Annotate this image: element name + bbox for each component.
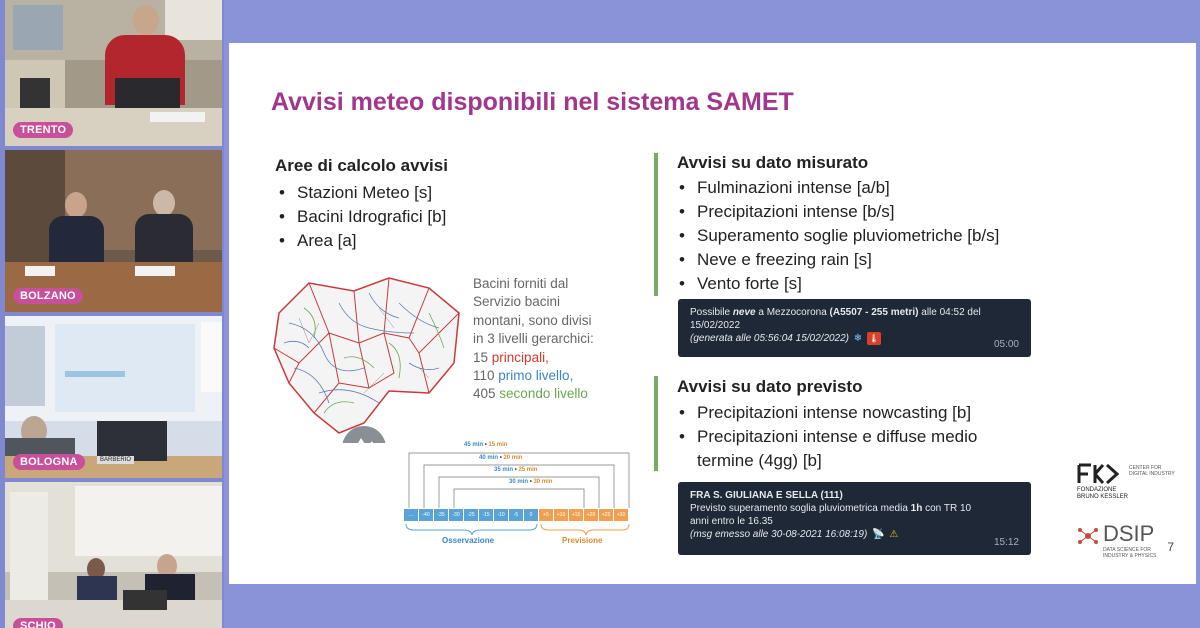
prev-window: 15 min bbox=[488, 442, 508, 448]
alert-text: (generata alle 05:56:04 15/02/2022) bbox=[690, 333, 850, 345]
dsip-name: DSIP bbox=[1103, 521, 1155, 546]
basins-note-line: Bacini forniti dal bbox=[473, 276, 569, 291]
camera-label: BOLOGNA bbox=[13, 454, 85, 470]
measured-alert-message bbox=[678, 299, 1031, 357]
prev-tick: +5 bbox=[539, 509, 554, 521]
alert-text: (A5507 - 255 metri) bbox=[829, 307, 919, 318]
level2-label: primo livello, bbox=[498, 368, 574, 384]
alert-text: alle 04:52 del bbox=[921, 307, 981, 318]
obs-window: 40 min bbox=[479, 455, 499, 461]
forecast-heading: Avvisi su dato previsto bbox=[677, 377, 863, 396]
time-axis bbox=[404, 509, 629, 521]
forecast-alert-message bbox=[678, 482, 1031, 555]
list-item: • Area [a] bbox=[277, 229, 446, 253]
prev-window: 25 min bbox=[518, 467, 538, 473]
page-number: 7 bbox=[1167, 540, 1174, 554]
camera-label: SCHIO bbox=[13, 618, 63, 628]
list-item: • Precipitazioni intense nowcasting [b] bbox=[677, 401, 977, 425]
list-item: • Fulminazioni intense [a/b] bbox=[677, 176, 999, 200]
alert-text: Possibile bbox=[690, 307, 731, 318]
measured-list bbox=[677, 176, 999, 296]
obs-tick: -5 bbox=[509, 509, 524, 521]
list-item: • Bacini Idrografici [b] bbox=[277, 205, 446, 229]
level2-count: 110 bbox=[473, 368, 495, 384]
alert-time: 05:00 bbox=[993, 339, 1019, 350]
nameplate: BARBERIO bbox=[97, 456, 134, 464]
level1-count: 15 bbox=[473, 349, 489, 365]
alert-text: a Mezzocorona bbox=[758, 307, 827, 318]
presentation-slide bbox=[229, 43, 1196, 584]
list-item: • Superamento soglie pluviometriche [b/s] bbox=[677, 224, 999, 248]
time-window-diagram: 45 min • 15 min 40 min • 20 min 35 min • 25 min 30 min • 30 min ... -40 -35 -30 -25 -15 -10 -5 0 +5 +10 +15 +20 +25 +30 Osservazione Previsione bbox=[404, 436, 634, 556]
calc-areas-heading: Aree di calcolo avvisi bbox=[275, 156, 448, 175]
slide-title: Avvisi meteo disponibili nel sistema SAMET bbox=[271, 88, 794, 116]
camera-label: BOLZANO bbox=[13, 288, 83, 304]
obs-tick: -25 bbox=[464, 509, 479, 521]
warning-icon: ⚠ bbox=[889, 529, 899, 540]
measured-heading: Avvisi su dato misurato bbox=[677, 153, 869, 172]
camera-feed-bolzano bbox=[5, 150, 222, 312]
obs-window: 35 min bbox=[494, 467, 514, 473]
obs-window: 30 min bbox=[509, 479, 529, 485]
alert-text: Previsto superamento soglia pluviometrica media bbox=[690, 503, 908, 514]
basins-note-line: Servizio bacini bbox=[473, 294, 561, 310]
axis-braces bbox=[404, 522, 634, 536]
dsip-logo bbox=[1077, 521, 1177, 566]
prev-tick: +15 bbox=[569, 509, 584, 521]
alert-text: con TR 10 bbox=[925, 503, 972, 514]
measured-accent-bar bbox=[654, 153, 658, 296]
obs-tick: -30 bbox=[449, 509, 464, 521]
camera-strip bbox=[0, 0, 224, 628]
level3-count: 405 bbox=[473, 386, 496, 402]
obs-tick: -35 bbox=[434, 509, 449, 521]
time-window-brackets bbox=[404, 436, 634, 516]
prev-window: 30 min bbox=[533, 479, 553, 485]
prev-window: 20 min bbox=[503, 455, 523, 461]
level3-label: secondo livello bbox=[499, 386, 588, 402]
prev-tick: +20 bbox=[584, 509, 599, 521]
dsip-tag: DATA SCIENCE FOR INDUSTRY & PHYSICS bbox=[1103, 547, 1157, 559]
satellite-icon: 📡 bbox=[872, 529, 885, 540]
list-item: • Neve e freezing rain [s] bbox=[677, 248, 999, 272]
obs-tick: -15 bbox=[479, 509, 494, 521]
list-item: • Stazioni Meteo [s] bbox=[277, 181, 446, 205]
fbk-tag: CENTER FOR DIGITAL INDUSTRY bbox=[1129, 465, 1175, 477]
alert-text: 1h bbox=[910, 503, 923, 514]
alert-text: 15/02/2022 bbox=[690, 320, 741, 331]
fbk-name: FONDAZIONE BRUNO KESSLER bbox=[1077, 487, 1129, 500]
list-item-continuation: termine (4gg) [b] bbox=[697, 451, 822, 470]
observation-caption: Osservazione bbox=[442, 536, 495, 545]
obs-tick: -40 bbox=[419, 509, 434, 521]
camera-feed-schio bbox=[5, 482, 222, 628]
list-item: • Precipitazioni intense [b/s] bbox=[677, 200, 999, 224]
prev-tick: +25 bbox=[599, 509, 614, 521]
obs-window: 45 min bbox=[464, 442, 484, 448]
fbk-logo bbox=[1077, 463, 1177, 503]
basins-note-line: in 3 livelli gerarchici: bbox=[473, 331, 594, 347]
prev-tick: +30 bbox=[614, 509, 629, 521]
obs-tick: -10 bbox=[494, 509, 509, 521]
alert-title: FRA S. GIULIANA E SELLA (111) bbox=[690, 490, 843, 501]
basins-note-line: montani, sono divisi bbox=[473, 312, 592, 328]
snowflake-icon: ❄ bbox=[853, 333, 863, 344]
basins-note bbox=[473, 275, 623, 404]
alert-text: anni entro le 16.35 bbox=[690, 516, 773, 527]
alert-time: 15:12 bbox=[993, 537, 1019, 548]
fbk-logo-mark bbox=[1077, 463, 1123, 485]
camera-feed-bologna bbox=[5, 316, 222, 478]
obs-tick: ... bbox=[404, 509, 419, 521]
camera-feed-trento bbox=[5, 0, 222, 146]
list-item: • Precipitazioni intense e diffuse medio bbox=[677, 425, 977, 449]
forecast-caption: Previsione bbox=[562, 536, 603, 545]
alert-text: neve bbox=[732, 307, 756, 318]
forecast-accent-bar bbox=[654, 376, 658, 471]
prev-tick: +10 bbox=[554, 509, 569, 521]
level1-label: principali, bbox=[491, 349, 549, 365]
alert-text: (msg emesso alle 30-08-2021 16:08:19) bbox=[690, 529, 868, 541]
basins-map bbox=[269, 273, 464, 443]
calc-areas-list bbox=[277, 181, 446, 253]
camera-label: TRENTO bbox=[13, 122, 73, 138]
dsip-logo-mark bbox=[1077, 525, 1099, 547]
obs-tick: 0 bbox=[524, 509, 539, 521]
forecast-list bbox=[677, 401, 977, 473]
list-item: • Vento forte [s] bbox=[677, 272, 999, 296]
thermometer-icon: 🌡 bbox=[868, 334, 880, 343]
